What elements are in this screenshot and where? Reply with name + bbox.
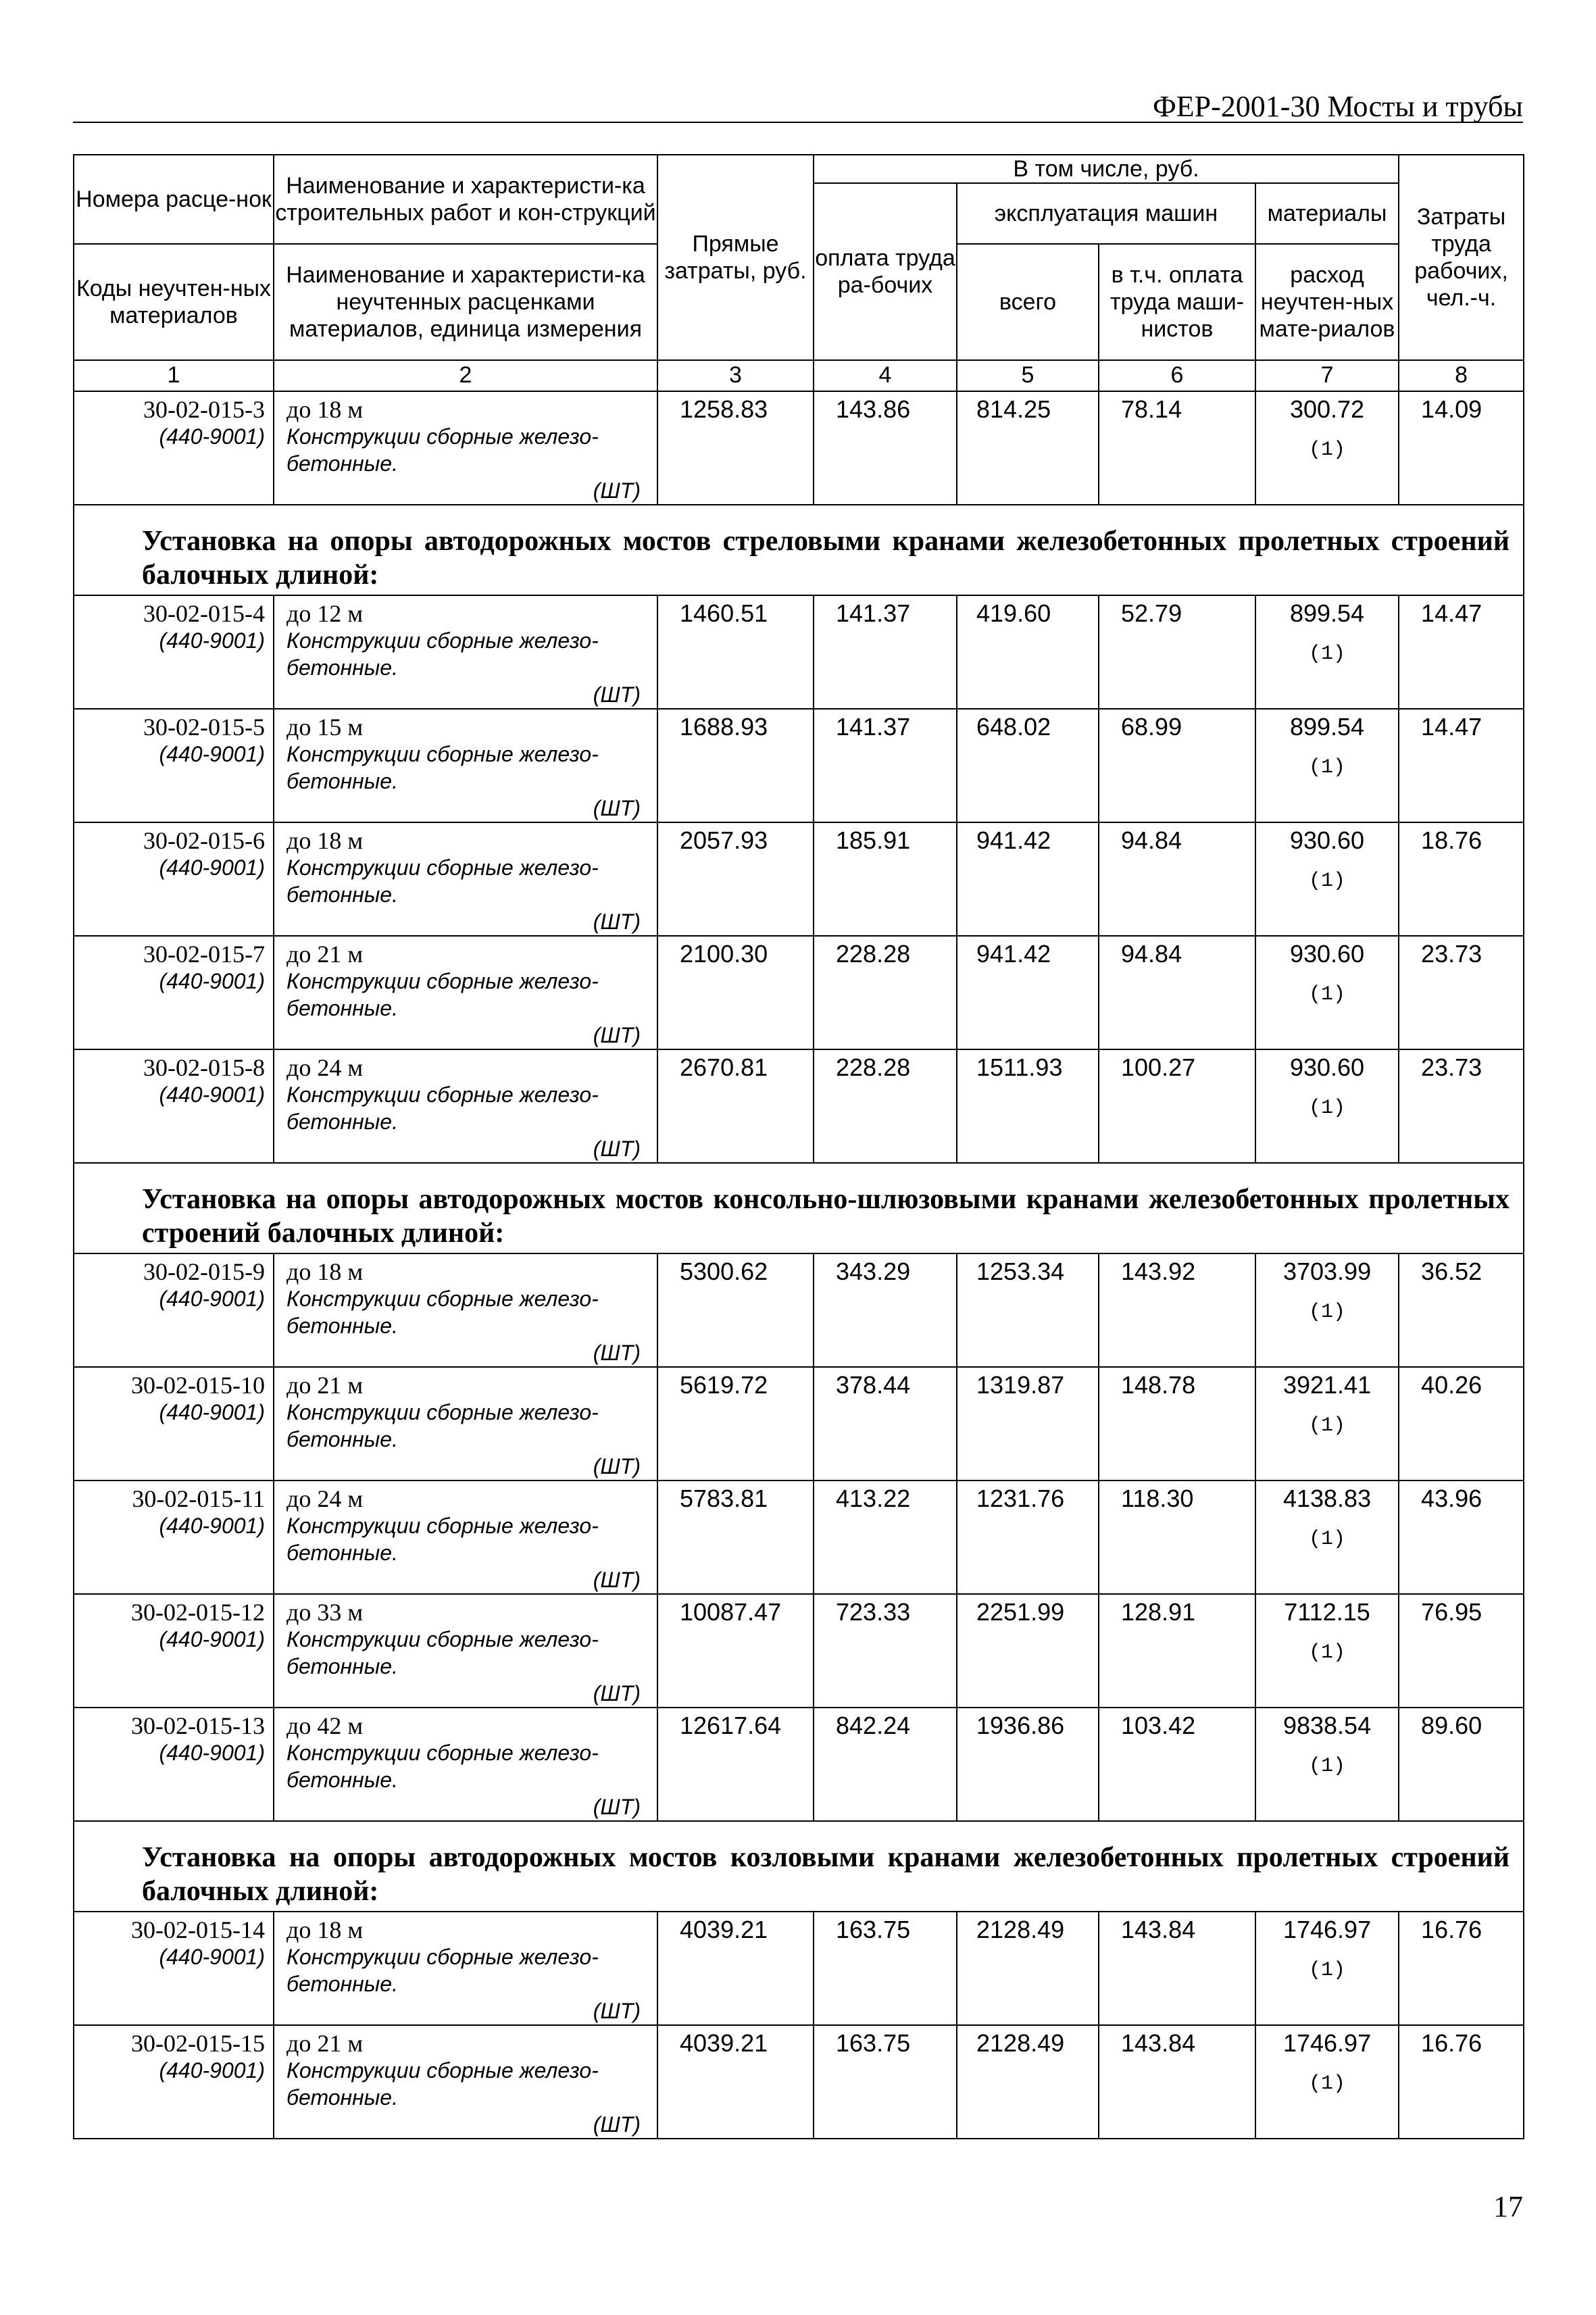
material-code: (440-9001) <box>159 628 265 653</box>
description-cell <box>274 1708 657 1821</box>
operator-pay: 52.79 <box>1099 595 1255 709</box>
material-quantity: (1) <box>1309 2072 1346 2095</box>
column-number: 5 <box>957 360 1099 391</box>
rate-code-cell <box>74 1594 274 1708</box>
material-quantity: (1) <box>1309 1959 1346 1982</box>
worker-pay: 343.29 <box>814 1253 957 1367</box>
rate-code-cell <box>74 936 274 1049</box>
rate-code: 30-02-015-4 <box>143 600 265 627</box>
materials-cell <box>1255 1480 1399 1594</box>
table-row <box>74 1253 1524 1367</box>
work-name: до 18 м <box>286 827 364 854</box>
material-name: Конструкции сборные железо-бетонные. <box>286 855 599 907</box>
section-title: Установка на опоры автодорожных мостов стреловыми кранами железобетонных пролетных строений балочных длиной: <box>74 505 1524 595</box>
work-name: до 33 м <box>286 1599 364 1626</box>
rate-code: 30-02-015-10 <box>131 1372 265 1399</box>
rate-code-cell <box>74 1708 274 1821</box>
direct-costs: 4039.21 <box>657 1912 814 2025</box>
machines-total: 1231.76 <box>957 1480 1099 1594</box>
work-name: до 21 м <box>286 941 364 968</box>
unit: (ШТ) <box>593 1341 641 1365</box>
document-title: ФЕР-2001-30 Мосты и трубы <box>1153 90 1523 123</box>
machines-total: 1511.93 <box>957 1049 1099 1163</box>
header-material-consumption: расход неучтен-ных мате-риалов <box>1255 244 1399 360</box>
operator-pay: 100.27 <box>1099 1049 1255 1163</box>
work-name: до 21 м <box>286 1372 364 1399</box>
material-name: Конструкции сборные железо-бетонные. <box>286 1945 599 1996</box>
materials-cell <box>1255 1594 1399 1708</box>
table-row <box>74 1708 1524 1821</box>
materials-value: 1746.97 <box>1282 1916 1372 1943</box>
machines-total: 1936.86 <box>957 1708 1099 1821</box>
description-cell <box>274 1480 657 1594</box>
direct-costs: 4039.21 <box>657 2025 814 2139</box>
material-code: (440-9001) <box>159 855 265 880</box>
header-including-group: В том числе, руб. <box>814 155 1399 183</box>
labor-hours: 23.73 <box>1399 936 1524 1049</box>
labor-hours: 43.96 <box>1399 1480 1524 1594</box>
work-name: до 42 м <box>286 1712 364 1739</box>
material-quantity: (1) <box>1309 756 1346 779</box>
material-code: (440-9001) <box>159 1514 265 1538</box>
operator-pay: 78.14 <box>1099 391 1255 505</box>
unit: (ШТ) <box>593 796 641 820</box>
materials-cell <box>1255 1367 1399 1480</box>
description-cell <box>274 822 657 936</box>
work-name: до 18 м <box>286 1916 364 1943</box>
header-rate-numbers: Номера расце-нок <box>74 155 274 244</box>
unit: (ШТ) <box>593 2112 641 2137</box>
rate-code-cell <box>74 1367 274 1480</box>
header-labor-hours: Затраты труда рабочих, чел.-ч. <box>1399 155 1524 360</box>
materials-value: 3921.41 <box>1282 1371 1372 1399</box>
materials-cell <box>1255 822 1399 936</box>
labor-hours: 40.26 <box>1399 1367 1524 1480</box>
materials-cell <box>1255 709 1399 822</box>
table-row <box>74 2025 1524 2139</box>
table-row <box>74 1480 1524 1594</box>
direct-costs: 1460.51 <box>657 595 814 709</box>
unit: (ШТ) <box>593 1568 641 1592</box>
material-name: Конструкции сборные железо-бетонные. <box>286 1400 599 1451</box>
material-code: (440-9001) <box>159 2058 265 2083</box>
machines-total: 2128.49 <box>957 2025 1099 2139</box>
material-quantity: (1) <box>1309 1414 1346 1437</box>
material-quantity: (1) <box>1309 1097 1346 1120</box>
rate-code: 30-02-015-9 <box>143 1258 265 1285</box>
header-material-codes: Коды неучтен-ных материалов <box>74 244 274 360</box>
column-numbers-row <box>74 360 1524 391</box>
description-cell <box>274 1594 657 1708</box>
unit: (ШТ) <box>593 1795 641 1819</box>
materials-value: 3703.99 <box>1282 1258 1372 1285</box>
table-row <box>74 1912 1524 2025</box>
machines-total: 2128.49 <box>957 1912 1099 2025</box>
material-name: Конструкции сборные железо-бетонные. <box>286 1082 599 1134</box>
rate-code: 30-02-015-14 <box>131 1916 265 1943</box>
rate-code-cell <box>74 1049 274 1163</box>
labor-hours: 16.76 <box>1399 1912 1524 2025</box>
direct-costs: 5619.72 <box>657 1367 814 1480</box>
machines-total: 941.42 <box>957 822 1099 936</box>
rate-code: 30-02-015-3 <box>143 396 265 423</box>
material-name: Конструкции сборные железо-бетонные. <box>286 1741 599 1792</box>
materials-cell <box>1255 1253 1399 1367</box>
labor-hours: 14.09 <box>1399 391 1524 505</box>
direct-costs: 2057.93 <box>657 822 814 936</box>
column-number: 7 <box>1255 360 1399 391</box>
section-title: Установка на опоры автодорожных мостов козловыми кранами железобетонных пролетных строений балочных длиной: <box>74 1821 1524 1912</box>
direct-costs: 2670.81 <box>657 1049 814 1163</box>
section-title-row <box>74 1163 1524 1253</box>
operator-pay: 94.84 <box>1099 936 1255 1049</box>
description-cell <box>274 1912 657 2025</box>
worker-pay: 143.86 <box>814 391 957 505</box>
column-number: 6 <box>1099 360 1255 391</box>
direct-costs: 10087.47 <box>657 1594 814 1708</box>
header-machine-operation: эксплуатация машин <box>957 183 1255 244</box>
material-quantity: (1) <box>1309 983 1346 1006</box>
header-material-name: Наименование и характеристи-ка неучтенных расценками материалов, единица измерения <box>274 244 657 360</box>
labor-hours: 18.76 <box>1399 822 1524 936</box>
material-quantity: (1) <box>1309 870 1346 893</box>
description-cell <box>274 1049 657 1163</box>
rate-code-cell <box>74 709 274 822</box>
labor-hours: 23.73 <box>1399 1049 1524 1163</box>
materials-cell <box>1255 1049 1399 1163</box>
material-code: (440-9001) <box>159 1627 265 1651</box>
material-code: (440-9001) <box>159 424 265 449</box>
labor-hours: 16.76 <box>1399 2025 1524 2139</box>
machines-total: 1319.87 <box>957 1367 1099 1480</box>
machines-total: 2251.99 <box>957 1594 1099 1708</box>
section-title: Установка на опоры автодорожных мостов консольно-шлюзовыми кранами железобетонных пролетных строений балочных длиной: <box>74 1163 1524 1253</box>
operator-pay: 94.84 <box>1099 822 1255 936</box>
rate-code-cell <box>74 2025 274 2139</box>
operator-pay: 118.30 <box>1099 1480 1255 1594</box>
materials-cell <box>1255 391 1399 505</box>
materials-value: 9838.54 <box>1282 1712 1372 1739</box>
labor-hours: 36.52 <box>1399 1253 1524 1367</box>
description-cell <box>274 2025 657 2139</box>
header-machines-total: всего <box>957 244 1099 360</box>
table-row <box>74 1367 1524 1480</box>
rate-code-cell <box>74 1912 274 2025</box>
header-work-name: Наименование и характеристи-ка строительных работ и кон-струкций <box>274 155 657 244</box>
page-number: 17 <box>1493 2190 1523 2223</box>
unit: (ШТ) <box>593 910 641 934</box>
materials-value: 7112.15 <box>1284 1598 1370 1626</box>
labor-hours: 14.47 <box>1399 595 1524 709</box>
direct-costs: 5300.62 <box>657 1253 814 1367</box>
header-operator-pay: в т.ч. оплата труда маши-нистов <box>1099 244 1255 360</box>
rate-code-cell <box>74 595 274 709</box>
operator-pay: 143.92 <box>1099 1253 1255 1367</box>
unit: (ШТ) <box>593 682 641 707</box>
labor-hours: 76.95 <box>1399 1594 1524 1708</box>
machines-total: 941.42 <box>957 936 1099 1049</box>
rate-code: 30-02-015-15 <box>131 2030 265 2057</box>
work-name: до 15 м <box>286 714 364 741</box>
worker-pay: 141.37 <box>814 709 957 822</box>
material-quantity: (1) <box>1309 1641 1346 1664</box>
unit: (ШТ) <box>593 1023 641 1047</box>
rate-code: 30-02-015-11 <box>132 1485 265 1512</box>
unit: (ШТ) <box>593 1999 641 2023</box>
work-name: до 21 м <box>286 2030 364 2057</box>
table-row <box>74 709 1524 822</box>
work-name: до 24 м <box>286 1485 364 1512</box>
unit: (ШТ) <box>593 478 641 503</box>
rate-code-cell <box>74 822 274 936</box>
direct-costs: 5783.81 <box>657 1480 814 1594</box>
material-code: (440-9001) <box>159 1082 265 1107</box>
operator-pay: 143.84 <box>1099 2025 1255 2139</box>
work-name: до 24 м <box>286 1054 364 1081</box>
material-name: Конструкции сборные железо-бетонные. <box>286 1287 599 1338</box>
material-name: Конструкции сборные железо-бетонные. <box>286 424 599 476</box>
material-name: Конструкции сборные железо-бетонные. <box>286 1627 599 1678</box>
table-row <box>74 1049 1524 1163</box>
operator-pay: 143.84 <box>1099 1912 1255 2025</box>
operator-pay: 68.99 <box>1099 709 1255 822</box>
table-row <box>74 391 1524 505</box>
material-code: (440-9001) <box>159 1400 265 1424</box>
description-cell <box>274 1367 657 1480</box>
worker-pay: 163.75 <box>814 2025 957 2139</box>
materials-cell <box>1255 936 1399 1049</box>
operator-pay: 148.78 <box>1099 1367 1255 1480</box>
description-cell <box>274 595 657 709</box>
material-name: Конструкции сборные железо-бетонные. <box>286 742 599 793</box>
worker-pay: 185.91 <box>814 822 957 936</box>
material-quantity: (1) <box>1309 1301 1346 1324</box>
rate-code-cell <box>74 1480 274 1594</box>
direct-costs: 12617.64 <box>657 1708 814 1821</box>
rate-code-cell <box>74 1253 274 1367</box>
rate-code-cell <box>74 391 274 505</box>
operator-pay: 103.42 <box>1099 1708 1255 1821</box>
materials-cell <box>1255 1912 1399 2025</box>
materials-value: 899.54 <box>1289 713 1365 741</box>
machines-total: 419.60 <box>957 595 1099 709</box>
material-code: (440-9001) <box>159 1741 265 1765</box>
material-quantity: (1) <box>1309 1755 1346 1778</box>
material-quantity: (1) <box>1309 1528 1346 1551</box>
table-row <box>74 936 1524 1049</box>
column-number: 8 <box>1399 360 1524 391</box>
materials-value: 930.60 <box>1289 940 1365 968</box>
description-cell <box>274 1253 657 1367</box>
material-code: (440-9001) <box>159 742 265 766</box>
material-name: Конструкции сборные железо-бетонные. <box>286 969 599 1020</box>
worker-pay: 141.37 <box>814 595 957 709</box>
machines-total: 814.25 <box>957 391 1099 505</box>
worker-pay: 842.24 <box>814 1708 957 1821</box>
operator-pay: 128.91 <box>1099 1594 1255 1708</box>
worker-pay: 413.22 <box>814 1480 957 1594</box>
column-number: 4 <box>814 360 957 391</box>
rate-code: 30-02-015-8 <box>143 1054 265 1081</box>
materials-value: 899.54 <box>1289 599 1365 627</box>
unit: (ШТ) <box>593 1454 641 1478</box>
direct-costs: 1688.93 <box>657 709 814 822</box>
worker-pay: 723.33 <box>814 1594 957 1708</box>
section-title-row <box>74 1821 1524 1912</box>
machines-total: 1253.34 <box>957 1253 1099 1367</box>
materials-cell <box>1255 1708 1399 1821</box>
direct-costs: 1258.83 <box>657 391 814 505</box>
unit: (ШТ) <box>593 1137 641 1161</box>
worker-pay: 228.28 <box>814 936 957 1049</box>
material-code: (440-9001) <box>159 969 265 993</box>
material-code: (440-9001) <box>159 1287 265 1311</box>
page-header <box>73 88 1523 123</box>
worker-pay: 163.75 <box>814 1912 957 2025</box>
rate-code: 30-02-015-5 <box>143 714 265 741</box>
description-cell <box>274 936 657 1049</box>
column-number: 3 <box>657 360 814 391</box>
section-title-row <box>74 505 1524 595</box>
rate-code: 30-02-015-6 <box>143 827 265 854</box>
material-code: (440-9001) <box>159 1945 265 1969</box>
material-name: Конструкции сборные железо-бетонные. <box>286 2058 599 2110</box>
materials-cell <box>1255 2025 1399 2139</box>
unit: (ШТ) <box>593 1681 641 1706</box>
header-materials: материалы <box>1255 183 1399 244</box>
materials-cell <box>1255 595 1399 709</box>
worker-pay: 228.28 <box>814 1049 957 1163</box>
worker-pay: 378.44 <box>814 1367 957 1480</box>
header-worker-pay: оплата труда ра-бочих <box>814 183 957 360</box>
table-row <box>74 595 1524 709</box>
labor-hours: 89.60 <box>1399 1708 1524 1821</box>
header-direct-costs: Прямые затраты, руб. <box>657 155 814 360</box>
header-row-1 <box>74 155 1524 183</box>
materials-value: 300.72 <box>1289 395 1365 423</box>
materials-value: 1746.97 <box>1282 2029 1372 2057</box>
material-name: Конструкции сборные железо-бетонные. <box>286 628 599 680</box>
direct-costs: 2100.30 <box>657 936 814 1049</box>
material-quantity: (1) <box>1309 643 1346 666</box>
machines-total: 648.02 <box>957 709 1099 822</box>
column-number: 2 <box>274 360 657 391</box>
work-name: до 12 м <box>286 600 364 627</box>
rate-code: 30-02-015-13 <box>131 1712 265 1739</box>
rate-code: 30-02-015-12 <box>131 1599 265 1626</box>
table-row <box>74 1594 1524 1708</box>
description-cell <box>274 391 657 505</box>
rates-table <box>73 154 1524 2139</box>
table-row <box>74 822 1524 936</box>
material-name: Конструкции сборные железо-бетонные. <box>286 1514 599 1565</box>
column-number: 1 <box>74 360 274 391</box>
description-cell <box>274 709 657 822</box>
labor-hours: 14.47 <box>1399 709 1524 822</box>
materials-value: 930.60 <box>1289 1053 1365 1081</box>
work-name: до 18 м <box>286 1258 364 1285</box>
work-name: до 18 м <box>286 396 364 423</box>
materials-value: 4138.83 <box>1282 1485 1372 1512</box>
material-quantity: (1) <box>1309 439 1346 462</box>
rate-code: 30-02-015-7 <box>143 941 265 968</box>
materials-value: 930.60 <box>1289 826 1365 854</box>
